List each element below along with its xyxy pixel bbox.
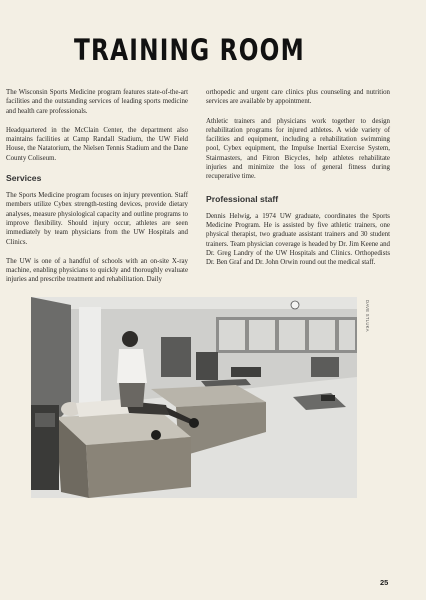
services-heading: Services — [6, 173, 42, 184]
page-title: TRAINING ROOM — [74, 33, 305, 67]
staff-paragraph: Dennis Helwig, a 1974 UW graduate, coordinates the Sports Medicine Program. He is assisted by five athletic trainers, one physical therapist, two graduate assistant trainers and 30 student trainers. Team physician coverage is headed by Dr. Jim Keene and Dr. Greg Landry of the UW Hospitals and Clinics. Orthopedists Dr. Ben Graf and Dr. John Orwin round out the medical staff. — [206, 212, 390, 267]
right-column — [206, 88, 390, 277]
photo-credit: DAVE STLUKA — [365, 300, 370, 332]
page-number: 25 — [380, 578, 389, 587]
clinics-paragraph: orthopedic and urgent care clinics plus counseling and nutrition services are available by appointment. — [206, 89, 390, 106]
services-paragraph: The Sports Medicine program focuses on injury prevention. Staff members utilize Cybex strength-testing devices, provide dietary analyses, measure physiological capacity and outline programs to improve flexibility. Should injury occur, athletes are seen immediately by team physicians from the UW Hospitals and Clinics. — [6, 192, 188, 246]
rehab-paragraph: Athletic trainers and physicians work together to design rehabilitation programs for injured athletes. A wide variety of facilities and equipment, including a rehabilitation swimming pool, Cybex equipment, the Impulse Inertial Exercise System, Stairmasters, and Fitron Bicycles, help athletes rehabilitate injuries and minimize the loss of general fitness during recuperative time. — [206, 117, 390, 181]
intro-paragraph: The Wisconsin Sports Medicine program features state-of-the-art facilities and the outstanding services of leading sports medicine and health care professionals. — [6, 89, 188, 115]
professional-staff-heading: Professional staff — [206, 193, 279, 204]
xray-paragraph: The UW is one of a handful of schools with an on-site X-ray machine, enabling physicians to quickly and thoroughly evaluate injuries and prescribe treatment and rehabilitation. Daily — [6, 257, 188, 284]
facilities-paragraph: Headquartered in the McClain Center, the department also maintains facilities at Camp Randall Stadium, the UW Field House, the Natatorium, the Nielsen Tennis Stadium and the Dane County Coliseum. — [6, 126, 188, 162]
training-room-photo — [31, 297, 357, 498]
left-column — [6, 88, 188, 295]
